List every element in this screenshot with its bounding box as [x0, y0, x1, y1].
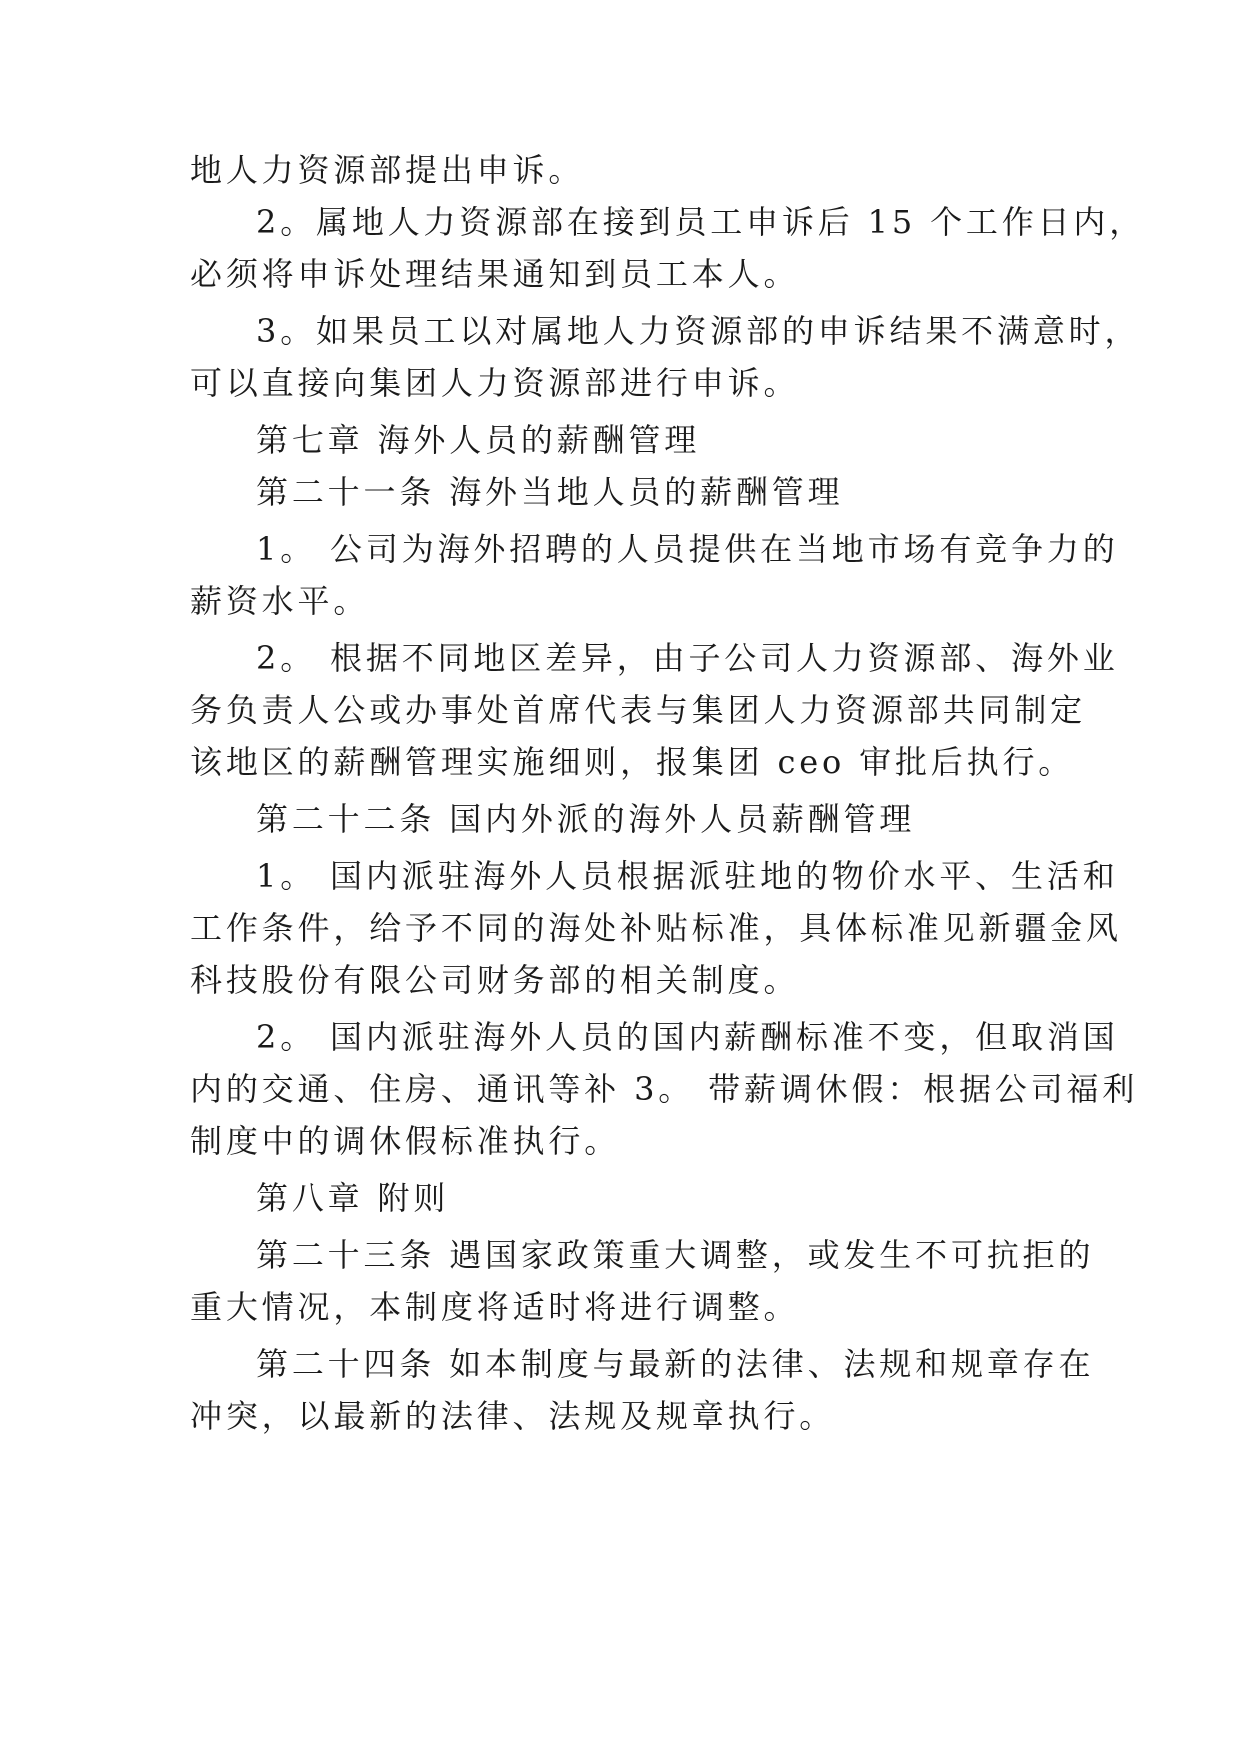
text-line: 工作条件，给予不同的海处补贴标准，具体标准见新疆金风: [190, 909, 1122, 947]
text-line: 务负责人公或办事处首席代表与集团人力资源部共同制定: [190, 691, 1087, 729]
article-heading: 第二十一条 海外当地人员的薪酬管理: [256, 473, 844, 511]
text-line: 1。 国内派驻海外人员根据派驻地的物价水平、生活和: [256, 857, 1119, 895]
text-line: 冲突，以最新的法律、法规及规章执行。: [190, 1397, 836, 1435]
chapter-heading: 第七章 海外人员的薪酬管理: [256, 421, 701, 459]
article-heading: 第二十二条 国内外派的海外人员薪酬管理: [256, 800, 916, 838]
text-line: 薪资水平。: [190, 582, 370, 620]
text-line: 制度中的调休假标准执行。: [190, 1122, 621, 1160]
text-line: 1。 公司为海外招聘的人员提供在当地市场有竞争力的: [256, 530, 1119, 568]
article-heading: 第二十三条 遇国家政策重大调整，或发生不可抗拒的: [256, 1236, 1095, 1274]
text-line: 2。 根据不同地区差异，由子公司人力资源部、海外业: [256, 639, 1119, 677]
text-line: 2。 国内派驻海外人员的国内薪酬标准不变，但取消国: [256, 1018, 1119, 1056]
text-line: 该地区的薪酬管理实施细则，报集团 ceo 审批后执行。: [190, 743, 1075, 781]
text-line: 重大情况，本制度将适时将进行调整。: [190, 1288, 800, 1326]
article-heading: 第二十四条 如本制度与最新的法律、法规和规章存在: [256, 1345, 1095, 1383]
text-line: 必须将申诉处理结果通知到员工本人。: [190, 255, 800, 293]
text-line: 地人力资源部提出申诉。: [190, 151, 585, 189]
text-line: 可以直接向集团人力资源部进行申诉。: [190, 364, 800, 402]
text-line: 内的交通、住房、通讯等补 3。 带薪调休假：根据公司福利: [190, 1070, 1139, 1108]
text-line: 2。属地人力资源部在接到员工申诉后 15 个工作日内，: [256, 203, 1146, 241]
text-line: 科技股份有限公司财务部的相关制度。: [190, 961, 800, 999]
text-line: 3。如果员工以对属地人力资源部的申诉结果不满意时，: [256, 312, 1141, 350]
chapter-heading: 第八章 附则: [256, 1179, 450, 1217]
